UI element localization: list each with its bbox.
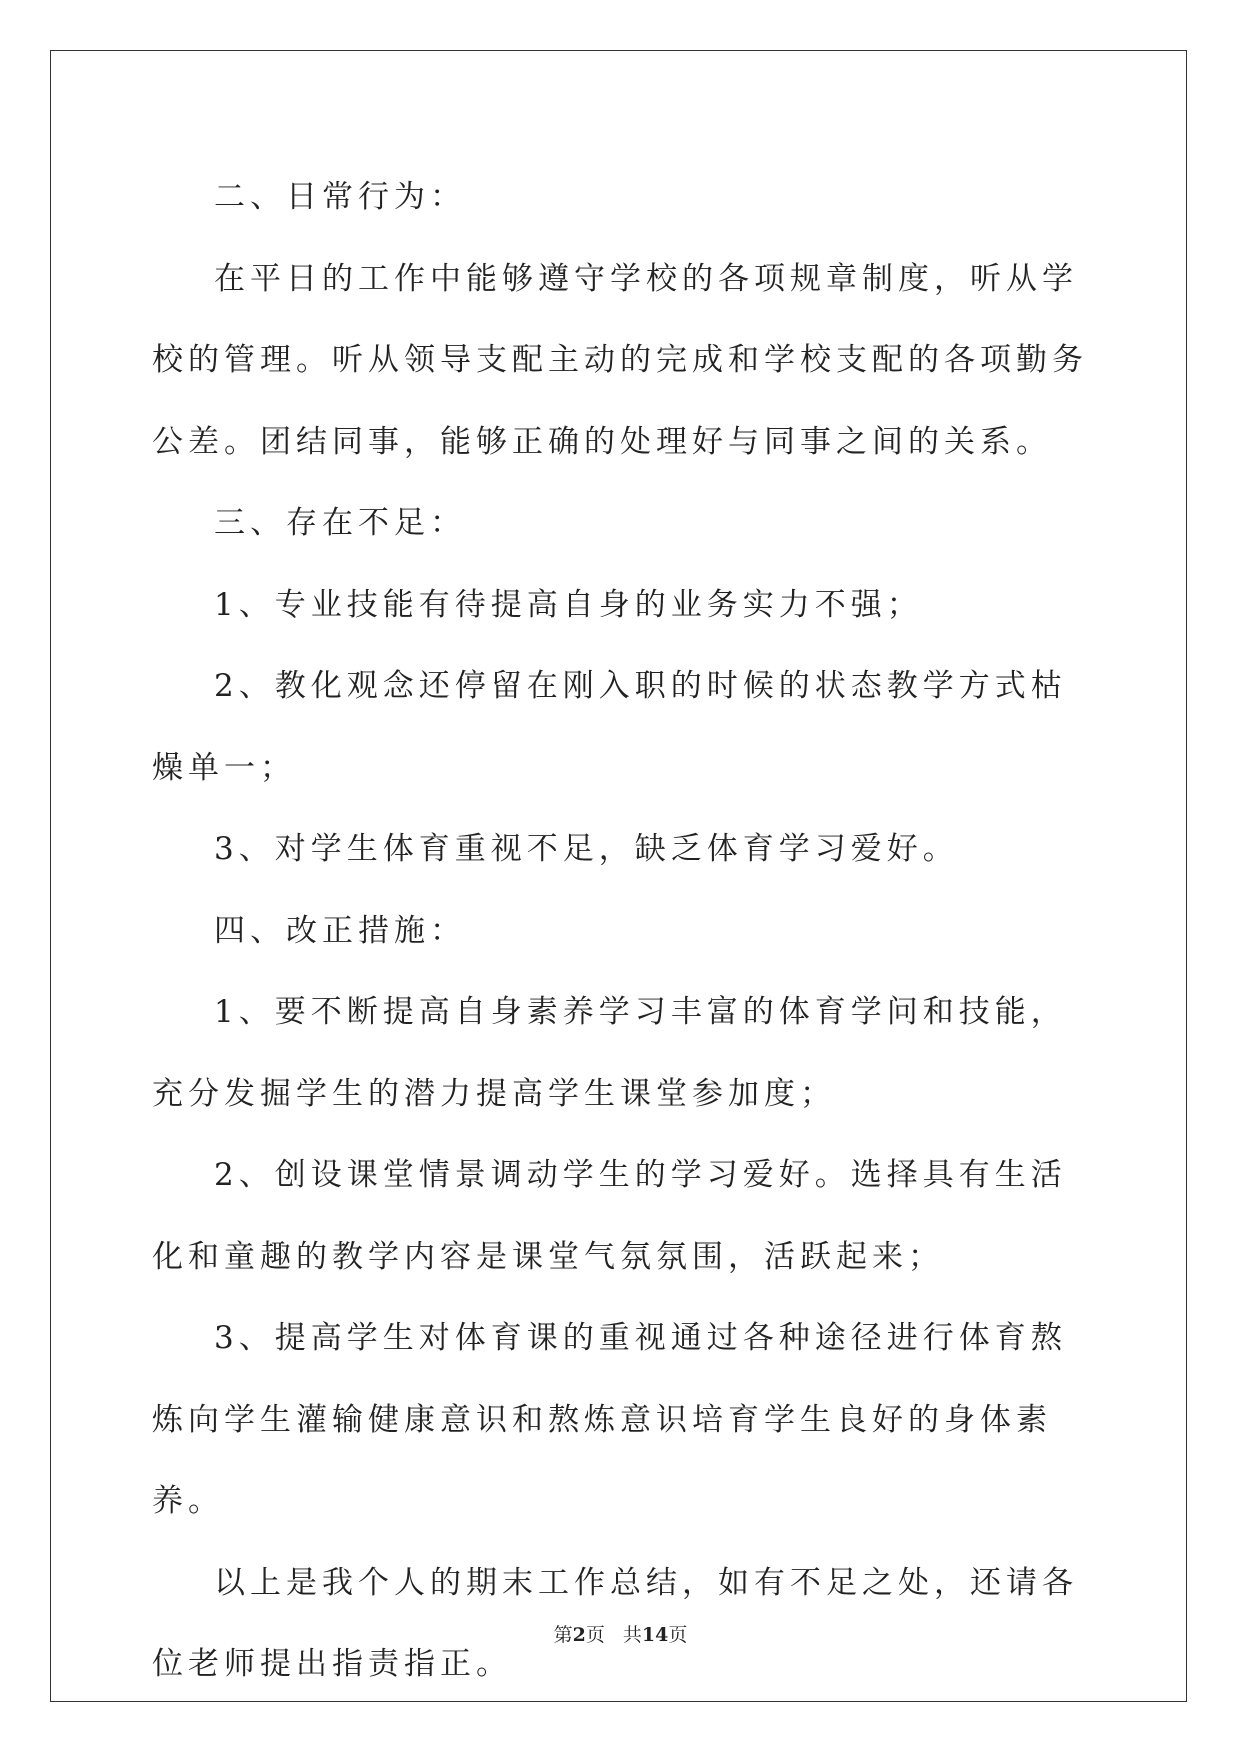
document-body	[152, 157, 1092, 1706]
page-footer	[0, 1620, 1241, 1650]
paragraph-daily-behavior: 在平日的工作中能够遵守学校的各项规章制度，听从学校的管理。听从领导支配主动的完成和学校支配的各项勤务公差。团结同事，能够正确的处理好与同事之间的关系。	[152, 260, 1088, 460]
total-suffix: 页	[668, 1624, 688, 1646]
shortcoming-item-1: 1、专业技能有待提高自身的业务实力不强；	[214, 586, 923, 623]
total-pages: 14	[641, 1624, 669, 1646]
section-heading-shortcomings: 三、存在不足：	[214, 505, 466, 541]
page-suffix: 页	[585, 1624, 605, 1646]
page-prefix: 第	[553, 1624, 573, 1646]
section-heading-corrective-measures: 四、改正措施：	[214, 912, 466, 949]
shortcoming-item-3: 3、对学生体育重视不足，缺乏体育学习爱好。	[214, 831, 959, 867]
page-number: 2	[572, 1624, 586, 1646]
shortcoming-item-2: 2、教化观念还停留在刚入职的时候的状态教学方式枯燥单一；	[152, 668, 1067, 786]
measure-item-3: 3、提高学生对体育课的重视通过各种途径进行体育熬炼向学生灌输健康意识和熬炼意识培育学生良好的身体素养。	[152, 1320, 1067, 1519]
measure-item-2: 2、创设课堂情景调动学生的学习爱好。选择具有生活化和童趣的教学内容是课堂气氛氛围，活跃起来；	[152, 1157, 1067, 1275]
closing-paragraph: 以上是我个人的期末工作总结，如有不足之处，还请各位老师提出指责指正。	[152, 1564, 1078, 1682]
section-heading-daily-behavior: 二、日常行为：	[214, 179, 466, 215]
total-prefix: 共	[622, 1624, 642, 1646]
measure-item-1: 1、要不断提高自身素养学习丰富的体育学问和技能，充分发掘学生的潜力提高学生课堂参加度；	[152, 994, 1067, 1112]
